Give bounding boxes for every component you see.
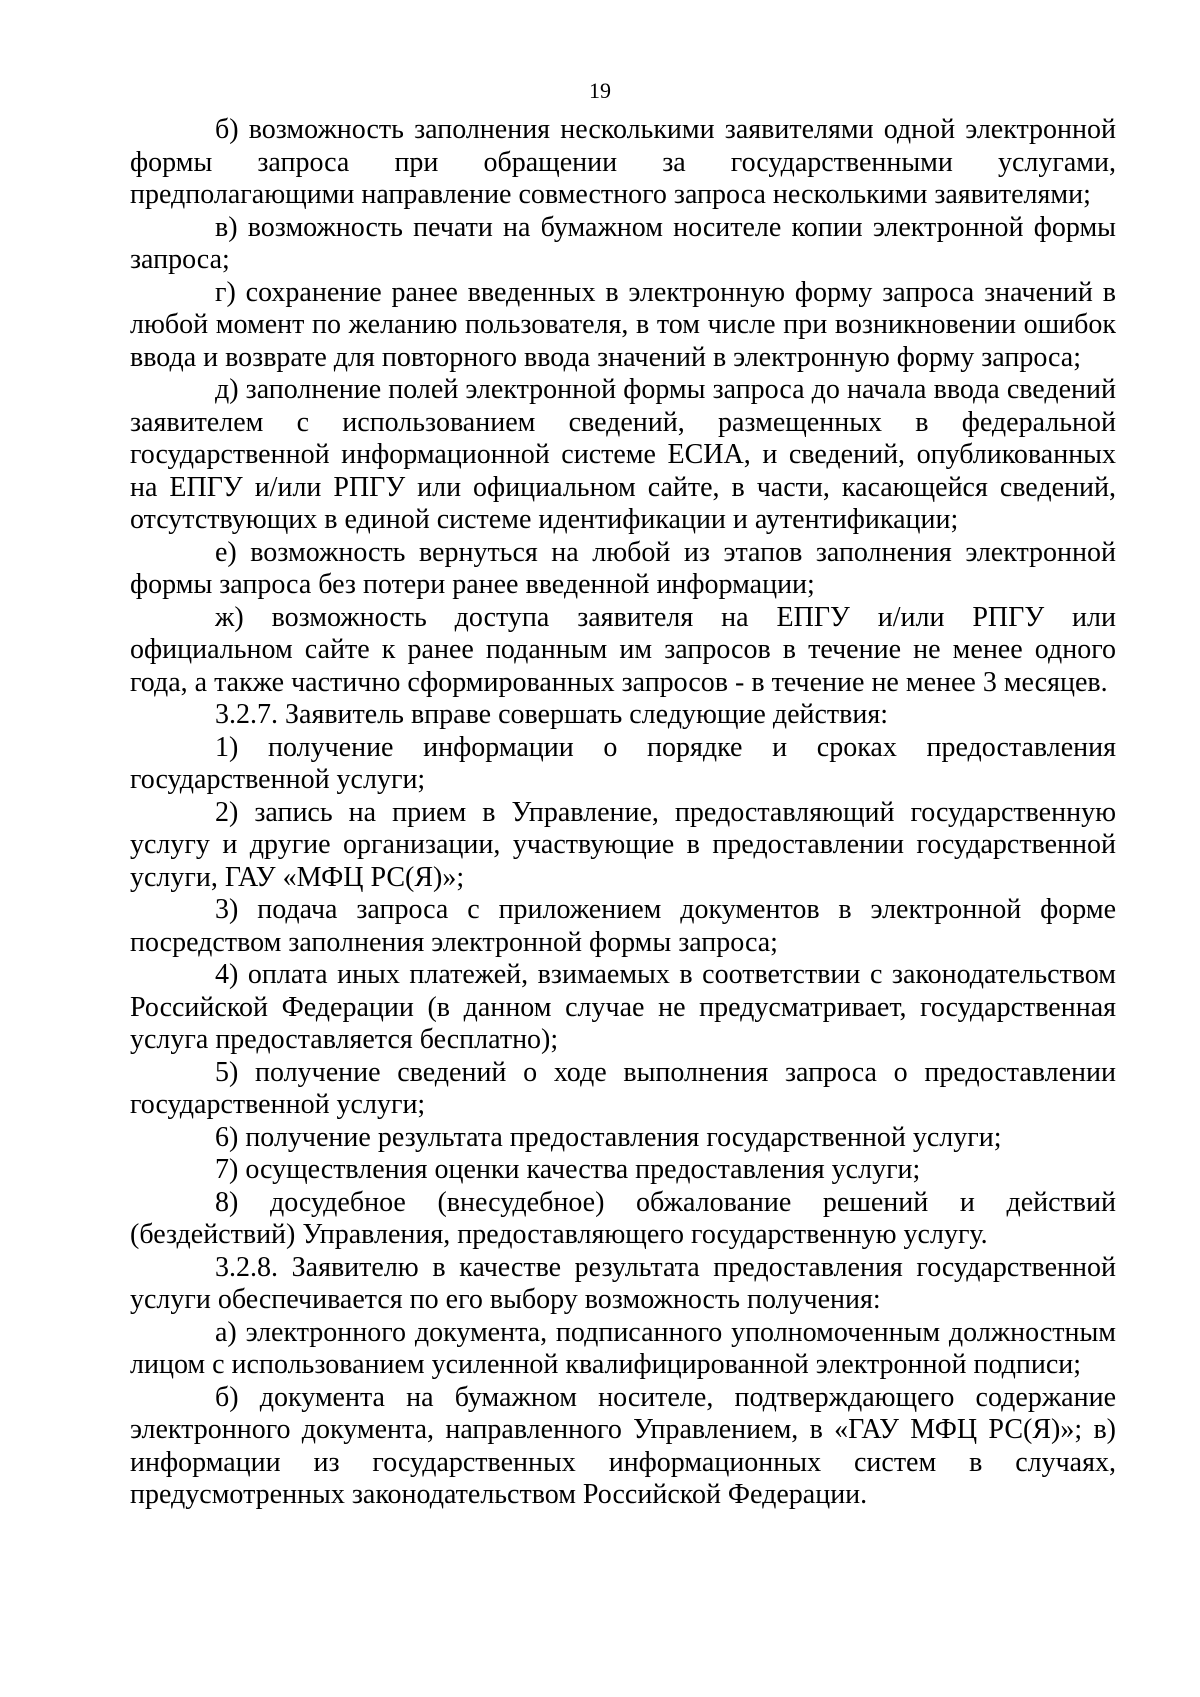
paragraph-v-print-copy: в) возможность печати на бумажном носителе копии электронной формы запроса;	[130, 211, 1116, 275]
list-item-5: 5) получение сведений о ходе выполнения запроса о предоставлении государственной услуги;	[130, 1056, 1116, 1120]
paragraph-3-2-8-heading: 3.2.8. Заявителю в качестве результата предоставления государственной услуги обеспечивается по его выбору возможность получения:	[130, 1251, 1116, 1315]
paragraph-3-2-7-heading: 3.2.7. Заявитель вправе совершать следующие действия:	[215, 699, 889, 730]
list-item-1: 1) получение информации о порядке и сроках предоставления государственной услуги;	[130, 731, 1116, 795]
list-item-2: 2) запись на прием в Управление, предоставляющий государственную услугу и другие организации, участвующие в предоставлении государственной услуги, ГАУ «МФЦ РС(Я)»;	[130, 796, 1116, 893]
list-item-8: 8) досудебное (внесудебное) обжалование решений и действий (бездействий) Управления, предоставляющего государственную услугу.	[130, 1186, 1116, 1250]
list-item-4: 4) оплата иных платежей, взимаемых в соответствии с законодательством Российской Федерации (в данном случае не предусматривает, государственная услуга предоставляется бесплатно);	[130, 959, 1116, 1055]
paragraph-b-joint-form: б) возможность заполнения несколькими заявителями одной электронной формы запроса при обращении за государственными услугами, предполагающими направление совместного запроса несколькими заявителями;	[130, 114, 1116, 210]
paragraph-g-save-values: г) сохранение ранее введенных в электронную форму запроса значений в любой момент по желанию пользователя, в том числе при возникновении ошибок ввода и возврате для повторного ввода значений в электронную форму запроса;	[130, 276, 1116, 373]
paragraph-b-paper-document: б) документа на бумажном носителе, подтверждающего содержание электронного документа, направленного Управлением, в «ГАУ МФЦ РС(Я)»; в) информации из государственных информационных систем в случаях, предусмотренных законодательством Российской Федерации.	[130, 1381, 1116, 1510]
paragraph-e-return-to-step: е) возможность вернуться на любой из этапов заполнения электронной формы запроса без потери ранее введенной информации;	[130, 536, 1116, 600]
paragraph-d-prefill-fields: д) заполнение полей электронной формы запроса до начала ввода сведений заявителем с использованием сведений, размещенных в федеральной государственной информационной системе ЕСИА, и сведений, опубликованных на ЕПГУ и/или РПГУ или официальном сайте, в части, касающейся сведений, отсутствующих в единой системе идентификации и аутентификации;	[130, 374, 1116, 535]
list-item-6: 6) получение результата предоставления государственной услуги;	[215, 1121, 1002, 1153]
paragraph-a-electronic-document: а) электронного документа, подписанного уполномоченным должностным лицом с использованием усиленной квалифицированной электронной подписи;	[130, 1316, 1116, 1380]
document-body	[130, 114, 1116, 1512]
list-item-7: 7) осуществления оценки качества предоставления услуги;	[215, 1154, 921, 1185]
list-item-3: 3) подача запроса с приложением документов в электронной форме посредством заполнения электронной формы запроса;	[130, 894, 1116, 958]
paragraph-zh-access-requests: ж) возможность доступа заявителя на ЕПГУ и/или РПГУ или официальном сайте к ранее поданным им запросов в течение не менее одного года, а также частично сформированных запросов - в течение не менее 3 месяцев.	[130, 601, 1116, 698]
page-number: 19	[589, 78, 611, 103]
